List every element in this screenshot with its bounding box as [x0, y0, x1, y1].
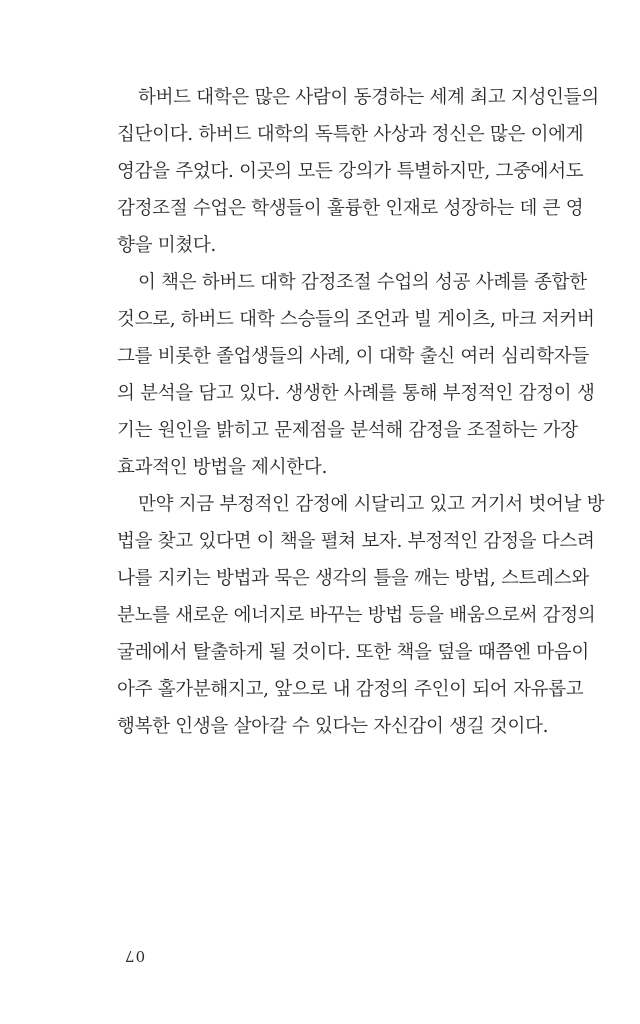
paragraph-3-line-2: 법을 찾고 있다면 이 책을 펼쳐 보자. 부정적인 감정을 다스려 — [117, 531, 595, 552]
paragraph-2-line-5: 기는 원인을 밝히고 문제점을 분석해 감정을 조절하는 가장 — [117, 420, 578, 441]
paragraph-1-line-1: 하버드 대학은 많은 사람이 동경하는 세계 최고 지성인들의 — [138, 87, 599, 108]
paragraph-3-line-4: 분노를 새로운 에너지로 바꾸는 방법 등을 배움으로써 감정의 — [117, 605, 596, 626]
paragraph-2-line-4: 의 분석을 담고 있다. 생생한 사례를 통해 부정적인 감정이 생 — [117, 383, 595, 404]
paragraph-2-line-3: 그를 비롯한 졸업생들의 사례, 이 대학 출신 여러 심리학자들 — [117, 346, 589, 367]
paragraph-3-line-1: 만약 지금 부정적인 감정에 시달리고 있고 거기서 벗어날 방 — [138, 494, 605, 515]
paragraph-3-line-7: 행복한 인생을 살아갈 수 있다는 자신감이 생길 것이다. — [117, 716, 549, 737]
page-number: 07 — [124, 947, 146, 965]
paragraph-3-line-6: 아주 홀가분해지고, 앞으로 내 감정의 주인이 되어 자유롭고 — [117, 679, 584, 700]
paragraph-1-line-2: 집단이다. 하버드 대학의 독특한 사상과 정신은 많은 이에게 — [117, 124, 584, 145]
paragraph-2-line-6: 효과적인 방법을 제시한다. — [117, 457, 328, 478]
paragraph-1-line-3: 영감을 주었다. 이곳의 모든 강의가 특별하지만, 그중에서도 — [117, 161, 584, 182]
paragraph-3-line-5: 굴레에서 탈출하게 될 것이다. 또한 책을 덮을 때쯤엔 마음이 — [117, 642, 589, 663]
paragraph-1-line-4: 감정조절 수업은 학생들이 훌륭한 인재로 성장하는 데 큰 영 — [117, 198, 584, 219]
paragraph-1-line-5: 향을 미쳤다. — [117, 235, 217, 256]
paragraph-3-line-3: 나를 지키는 방법과 묵은 생각의 틀을 깨는 방법, 스트레스와 — [117, 568, 589, 589]
paragraph-2-line-1: 이 책은 하버드 대학 감정조절 수업의 성공 사례를 종합한 — [138, 272, 587, 293]
paragraph-2-line-2: 것으로, 하버드 대학 스승들의 조언과 빌 게이츠, 마크 저커버 — [117, 309, 595, 330]
